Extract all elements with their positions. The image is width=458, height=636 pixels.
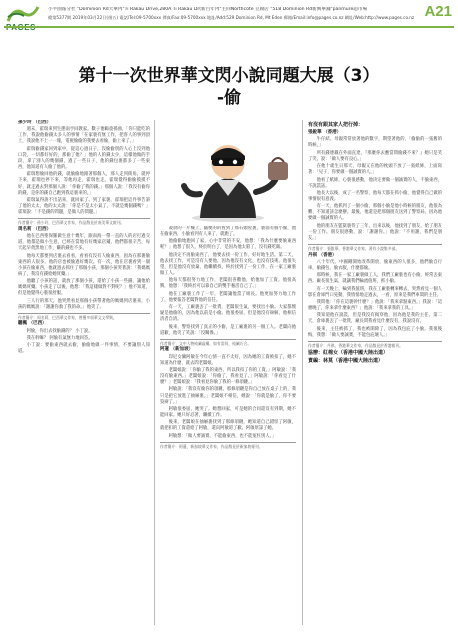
logo-mark-icon — [6, 5, 40, 23]
author-note: 作者簡介：張銳華，香港華文作家，著有小說集多部。 — [308, 244, 442, 251]
paragraph: 霍瑞想偷回他的錢，就偷偷地跟著那個人，那人走到街角，就停下來，霍瑞也停下來，等他再走，霍瑞也走。霍瑞覺得偷偷摸摸不好，就走過去對那個人說：「你偷了我的錢。」那個人說：「我沒有偷你的錢，是你的錢自己跑到我這裏來的。」 — [18, 172, 150, 196]
paragraph: 他每天都要到店裏去看看，看看有沒有人偷東西，因為在那裏偷東西的人很多，他的店也被偷過好幾次。有一次，他在店裏看到一個小孩在偷東西，他就過去抓住了那個小孩，那個小孩哭著說：「我媽媽病了，我沒有錢給她買藥。」 — [18, 253, 150, 277]
paragraph: 八十年代，中國剛開始改革開放，偷東西的人很多，他們偷自行車，偷錢包，偷衣服，什麼都偷。 — [308, 259, 442, 271]
story-byline: 孫少玲 （巴西） — [18, 120, 52, 125]
paragraph: 老闆娘說：「你偷了我的東西，所以我扣了你的工資。」阿敏說：「我沒有偷東西。」老闆娘說：「你偷了，我看見了。」阿敏說：「你看見了什麼？」老闆娘說：「我看見你偷了我的一條項鏈。」 — [160, 367, 296, 386]
author-note: 作者簡介：丹祺，香港華文作家，作品散見於香港報刊。 — [308, 341, 442, 348]
column-heading: 有沒有跟其家人把行掉： — [308, 122, 364, 128]
paragraph: 三人行的那天，他突然看見那個小孩帶著他的媽媽到店裏來，小孩的媽媽說：「謝謝你救了我的命。」他笑了。 — [18, 298, 150, 310]
paragraph: 後來，主任被抓了，我也被開除了，因為我包庇了小偷。我很後悔，我想：「做人要誠實，不能包庇壞人。」 — [308, 326, 442, 338]
thief-illustration — [160, 122, 296, 222]
page-number: A21 — [424, 3, 452, 20]
paragraph: 他看了紙條，心裏很感動，他決定要做一個誠實的人，不偷東西，不說謊話。 — [308, 177, 442, 189]
paragraph: 牛仔結。母親常常放著他的數字，期望著他的，「偷偷的一張舊的時候。」 — [308, 137, 442, 149]
column-heading: 責編：林莫（香港中國大陸出道） — [308, 358, 384, 365]
story-byline: 丹祺 （香港） — [308, 252, 337, 258]
paragraph: 我問他：「你在這裏幹什麼？」他說：「我來拿點東西。」我說：「這麼晚了，你來拿什麼東西？」他說：「我來拿我的工具。」 — [308, 300, 442, 312]
header-issue-line: 總第5377期 2019年03月22日(週五) 電話/Tel:09-5700xxx 傳真/Fax:09-5700xxx 地址/Add:529 Dominion Rd, Mt Eden 郵箱/Email:info@pages.co.nz 網址/Web:http://www.pages.co.nz — [48, 15, 415, 20]
paragraph: 有一天晚上，輪到我值班，我在工廠裏轉來轉去，突然看見一個人影在倉庫門口晃動，我悄悄地走過去，一看，原來是我們車間的主任。 — [308, 286, 442, 298]
story-byline: 周名莉 （巴西） — [18, 226, 52, 232]
column-heading: 協辦：紅棉女（香港中國大陸出道） — [308, 350, 389, 357]
page-header — [4, 3, 454, 43]
paragraph: 凌晨的一片樓上，隨便的的看到了那石頭屋裏，裏面有個小偷，他在偷東西，小偷看到有人來了，就跑了。 — [160, 226, 296, 238]
paragraph: 我知道他在說謊，但是我沒有揭穿他，因為他是我的主任。第二天，倉庫裏丟了一批貨，廠長問我看見什麼沒有，我說沒有。 — [308, 313, 442, 325]
author-note: 作者簡介：周名莉，巴西華文作家，曾獲多項華文文學獎。 — [18, 313, 150, 320]
pages-logo — [6, 5, 40, 35]
paragraph: 後來，警察找到了真正的小偷，是工廠裏的另一個工人。老闆向他道歉，他笑了笑說：「沒關係。」 — [160, 324, 296, 336]
paragraph: 所有錢連載在外面直達，『那麼你去應當問偷錢不來？』她只是笑了笑，說：「做人要有良心。」 — [308, 150, 442, 162]
paragraph: 有一天，他抓到了一個小偷，那個小偷是他小時候的朋友，他很為難，不知道該怎麼辦。最後，他還是把那個朋友送到了警察局，因為他要做一個誠實的人。 — [308, 204, 442, 222]
paragraph: 他聽了小孩的話，就放了那個小孩，還給了小孩一些錢，讓他給媽媽買藥。小孩走了以後，他想：「我這樣做對不對呢？」他不知道，但是他覺得心裏很舒服。 — [18, 279, 150, 297]
column-divider-left — [154, 120, 155, 625]
story-byline: 阿蓮 （新加坡） — [160, 347, 194, 353]
article-title: 第十一次世界華文閃小說同題大展（3） — [78, 66, 380, 86]
paragraph: 那時候，我在一家工廠裏做工人，我們工廠裏也有小偷，經常丟東西。廠長很生氣，就讓我們輪流值班，抓小偷。 — [308, 273, 442, 285]
paragraph: 有一天，工廠裏丟了一批貨，老闆很生氣，要找出小偷。大家都懷疑是他偷的，因為他以前是小偷。他很委屈，但是他沒有辯解，他相信清者自清。 — [160, 305, 296, 323]
story-byline: 聽楓 （巴西） — [18, 321, 47, 327]
header-distribution-line: 小平園報分社 "Dominion Rd大華內"Ti Rakau Drive,280A Ti Rakau Dr(新百年內"主回Northcote 豆腐店 "518 Dominion Rd新興華舖"panmure超市場 — [48, 7, 368, 12]
column-middle — [160, 226, 296, 625]
author-note: 作者簡介：阿蓮，新加坡華文作家，作品散見於新加坡報刊。 — [160, 442, 296, 449]
column-right — [308, 120, 442, 625]
paragraph: 他偷偷地跑回了家，心中非常的不安，他想：「我為什麼要偷東西呢？」他想了很久，終於明白了，是因為他太窮了，沒有錢吃飯。 — [160, 239, 296, 251]
paragraph: 阿敏想：「做人要誠實，不能偷東西，也不能冤枉別人。」 — [168, 433, 277, 439]
paragraph: 他每天都很努力地工作，老闆很喜歡他，給他加了工資。他很高興，他想：「我終於可以靠自己的雙手養活自己了。」 — [160, 278, 296, 290]
article-subtitle: -偷 — [216, 88, 242, 108]
paragraph: 阿偷，你出去找偷錢的？ 小丁說。 — [26, 328, 93, 334]
author-note: 作者簡介：文中人物純屬虛構，如有雷同，純屬巧合。 — [160, 339, 296, 346]
paragraph: 週末，霍瑞來到生態南亨回教家。數子他鶴童孫曲，「你只能吃的工作，我說他偷錢太多人的事情「在家裏有無工作，把客人的事到頂上，我說他不上一一塊，電視偷偷的我要去看偷，偷上來了。」 — [18, 127, 150, 145]
paragraph: 他長大以後，成了一名警察，他每天都在抓小偷，他覺得自己做的事情很有意義。 — [308, 190, 442, 202]
paragraph: 他的朋友在監獄裏待了三年，出來以後，他找到了朋友，給了朋友一份工作。朋友很感動，說：「謝謝你。」他說：「不用謝，我們是朋友。」 — [308, 223, 442, 241]
paragraph: 阿敏很委屈，她哭了。她想回家，可是她的合同還沒有到期，她不能回家。她只好忍著，繼續工作。 — [160, 406, 296, 418]
paragraph: 霍瑞氣得說不出話來，就回家了。到了家裏，霍瑞把這件事告訴了他的太太，他的太太說：「你是不是太小氣了，不就是幾個錢嗎？」霍瑞說：「不是錢的問題，是做人的問題。」 — [18, 197, 150, 216]
paragraph: 印尼女傭阿敏在今年心情一直不太好，因為她的工資被扣了，她不知道為什麼，就去問老闆娘。 — [160, 354, 296, 366]
story-byline: 張銳華 （香港） — [308, 130, 342, 136]
author-note: 作者簡介：孫少玲，巴西華文作家，作品散見於南美華文報刊。 — [18, 218, 150, 225]
paragraph: 霍瑞偷錢家回到家中，從這心過日子，沒偷偷別的人心上沒到他口袋，一切都好好的，那偷了他？」他的人的錢太少，這樣他做的手段，拿了別人的幾個錢，過了一些日子，他的錢包裏都多了一些東西，他知道有人偷了他的。 — [18, 146, 150, 171]
column-left — [18, 120, 150, 625]
column-divider-right — [302, 120, 303, 625]
paragraph: 阿敏說：「我沒有偷你的項鏈，那條項鏈是你自己放在桌子上的，我只是把它放進了抽屜裏。」老闆娘不相信，她說：「你就是偷了，你不要狡辯了。」 — [160, 387, 296, 405]
paragraph: 小丁說：要偷東西就去偷，偷偷地做一件事情，不要讓別人知道。 — [18, 343, 150, 355]
paragraph: 他在工廠裏工作了一年，老闆讓他當了組長。他更加努力地工作了，他要報答老闆對他的信任。 — [160, 291, 296, 303]
paragraph: 後來，老闆娘在抽屜裏找到了那條項鏈，她知道自己錯怪了阿敏，就把扣的工資還給了阿敏，還向阿敏道了歉。阿敏原諒了她。 — [160, 420, 296, 432]
paragraph: 我在幹嘛？ 阿偷有氣無力地回答。 — [26, 335, 93, 341]
header-rule — [4, 26, 454, 28]
paragraph: 在他十歲生日那天，母親又在他的枕頭下放了一張紙條，上面寫著：「兒子，你要做一個誠實的人。」 — [308, 164, 442, 176]
paragraph: 他在巴西聖保羅做生意十幾年，跟南海一帶一直的人的店打過交道，他都是做小生意，已經在當地有好幾家店鋪，他們都很辛苦，每天起早貪黑地工作，賺的錢也不多。 — [18, 234, 150, 252]
paragraph: 他決定不再偷東西了，他要去找一份工作，好好地生活。第二天，他去找工作，可是沒有人要他，因為他沒有文化，也沒有技術。他很失望，但是他沒有放棄，他繼續找，終於找到了一份工作，在一家工廠裏做工人。 — [160, 252, 296, 277]
